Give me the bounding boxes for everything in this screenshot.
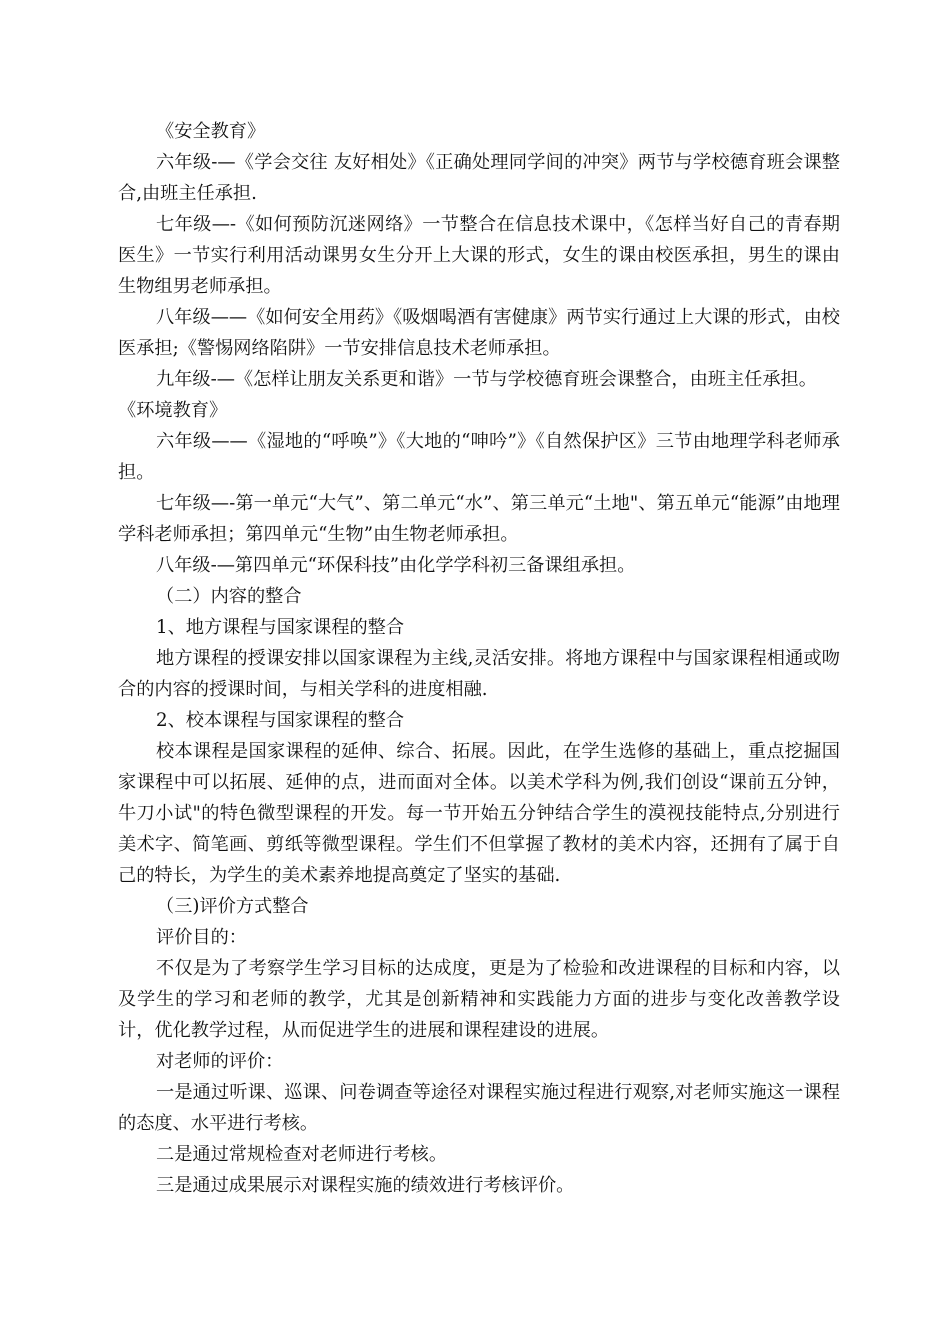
paragraph-safety-heading: 《安全教育》 [156,121,266,142]
section-heading-evaluation: （三)评价方式整合 [156,896,309,917]
document-page [118,116,840,1201]
paragraph-grade8-environment: 八年级-—第四单元“环保科技”由化学学科初三备课组承担。 [156,555,636,576]
subheading-evaluation-purpose: 评价目的： [156,927,247,948]
subheading-teacher-evaluation: 对老师的评价： [156,1051,284,1072]
paragraph-grade6-safety: 六年级-—《学会交往 友好相处》《正确处理同学间的冲突》两节与学校德育班会课整合,由班主任承担. [118,152,840,204]
paragraph-grade8-safety: 八年级——《如何安全用药》《吸烟喝酒有害健康》两节实行通过上大课的形式，由校医承担;《警惕网络陷阱》一节安排信息技术老师承担。 [118,307,840,359]
paragraph-grade6-environment: 六年级——《湿地的“呼唤”》《大地的“呻吟”》《自然保护区》三节由地理学科老师承担。 [118,431,840,483]
paragraph-school-national: 校本课程是国家课程的延伸、综合、拓展。因此，在学生选修的基础上，重点挖掘国家课程中可以拓展、延伸的点，进而面对全体。以美术学科为例,我们创设“课前五分钟，牛刀小试"的特色微型课程的开发。每一节开始五分钟结合学生的漠视技能特点,分别进行美术字、简笔画、剪纸等微型课程。学生们不但掌握了教材的美术内容，还拥有了属于自己的特长，为学生的美术素养地提高奠定了坚实的基础. [118,741,840,886]
paragraph-evaluation-purpose: 不仅是为了考察学生学习目标的达成度，更是为了检验和改进课程的目标和内容，以及学生的学习和老师的教学，尤其是创新精神和实践能力方面的进步与变化改善教学设计，优化教学过程，从而促进学生的进展和课程建设的进展。 [118,958,840,1041]
paragraph-grade7-safety: 七年级—-《如何预防沉迷网络》一节整合在信息技术课中，《怎样当好自己的青春期医生》一节实行利用活动课男女生分开上大课的形式，女生的课由校医承担，男生的课由生物组男老师承担。 [118,214,840,297]
paragraph-teacher-eval-1: 一是通过听课、巡课、问卷调查等途径对课程实施过程进行观察,对老师实施这一课程的态度、水平进行考核。 [118,1082,840,1134]
paragraph-local-national: 地方课程的授课安排以国家课程为主线,灵活安排。将地方课程中与国家课程相通或吻合的内容的授课时间，与相关学科的进度相融. [118,648,840,700]
subheading-school-national: 2、校本课程与国家课程的整合 [156,710,405,731]
section-heading-content-integration: （二）内容的整合 [156,586,302,607]
paragraph-environment-heading: 《环境教育》 [118,400,228,421]
subheading-local-national: 1、地方课程与国家课程的整合 [156,617,405,638]
paragraph-grade9-safety: 九年级-—《怎样让朋友关系更和谐》一节与学校德育班会课整合，由班主任承担。 [156,369,817,390]
paragraph-grade7-environment: 七年级—-第一单元“大气”、第二单元“水”、第三单元“土地"、第五单元“能源”由地理学科老师承担；第四单元“生物”由生物老师承担。 [118,493,840,545]
paragraph-teacher-eval-3: 三是通过成果展示对课程实施的绩效进行考核评价。 [156,1175,575,1196]
paragraph-teacher-eval-2: 二是通过常规检查对老师进行考核。 [156,1144,448,1165]
